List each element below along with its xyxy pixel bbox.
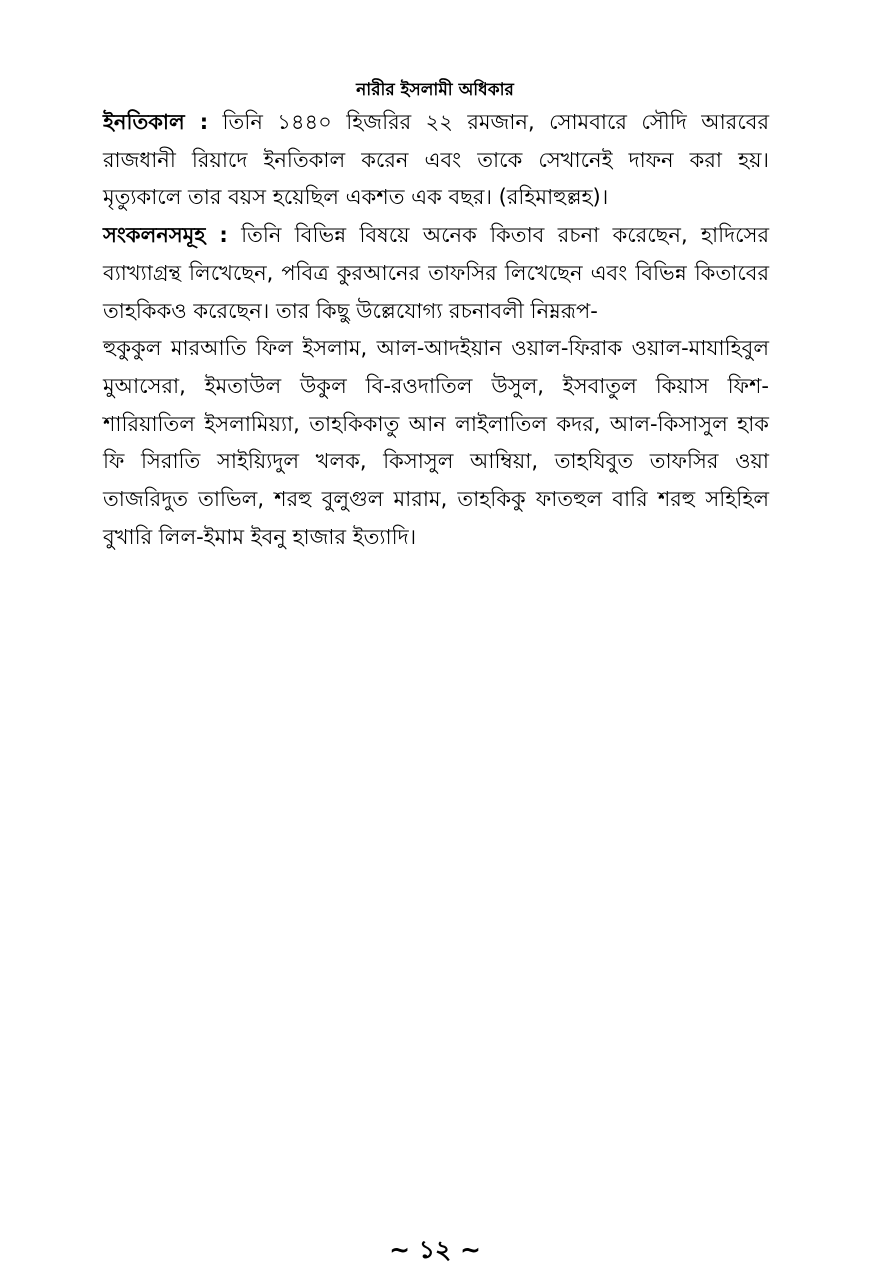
paragraph-text-compilations: তিনি বিভিন্ন বিষয়ে অনেক কিতাব রচনা করেছেন, হাদিসের ব্যাখ্যাগ্রন্থ লিখেছেন, পবিত্র কুরআনের তাফসির লিখেছেন এবং বিভিন্ন কিতাবের তাহকিকও করেছেন। তার কিছু উল্লেযোগ্য রচনাবলী নিম্নরূপ- — [103, 223, 770, 323]
paragraph-death — [103, 104, 769, 217]
paragraph-text-death: তিনি ১৪৪০ হিজরির ২২ রমজান, সোমবারে সৌদি আরবের রাজধানী রিয়াদে ইনতিকাল করেন এবং তাকে সেখানেই দাফন করা হয়। মৃত্যুকালে তার বয়স হয়েছিল একশত এক বছর। (রহিমাহুল্লহ)। — [103, 110, 769, 210]
page-number: ~ ১২ ~ — [389, 1235, 481, 1264]
running-header: নারীর ইসলামী অধিকার — [356, 80, 514, 100]
page-body — [103, 104, 769, 556]
paragraph-compilations — [103, 217, 769, 330]
section-term-compilations: সংকলনসমূহ : — [103, 223, 228, 248]
paragraph-works-list — [103, 330, 769, 556]
paragraph-text-works-list: হুকুকুল মারআতি ফিল ইসলাম, আল-আদইয়ান ওয়াল-ফিরাক ওয়াল-মাযাহিবুল মুআসেরা, ইমতাউল উকুল বি-রওদাতিল উসুল, ইসবাতুল কিয়াস ফিশ-শারিয়াতিল ইসলামিয়্যা, তাহকিকাতু আন লাইলাতিল কদর, আল-কিসাসুল হাক ফি সিরাতি সাইয়্যিদুল খলক, কিসাসুল আম্বিয়া, তাহযিবুত তাফসির ওয়া তাজরিদুত তাভিল, শরহু বুলুগুল মারাম, তাহকিকু ফাতহুল বারি শরহু সহিহিল বুখারি লিল-ইমাম ইবনু হাজার ইত্যাদি। — [103, 336, 769, 549]
section-term-death: ইনতিকাল : — [103, 110, 209, 134]
